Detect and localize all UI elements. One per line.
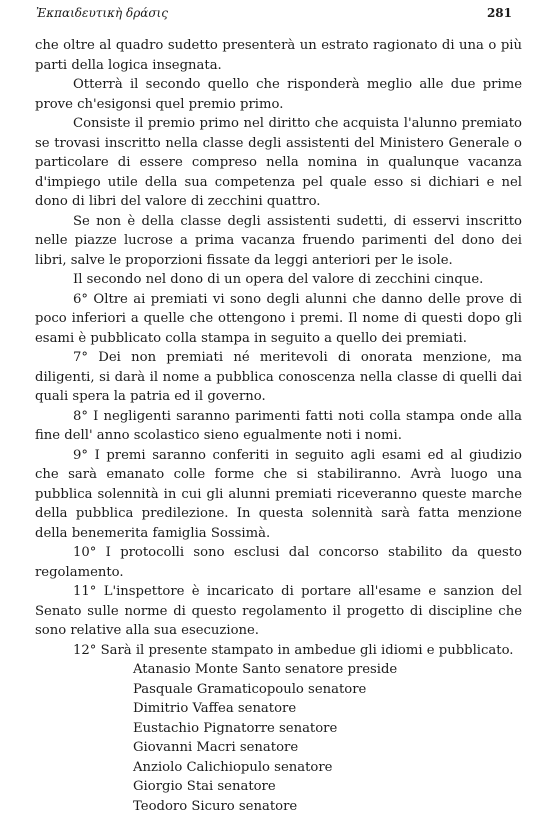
page-number: 281 [487,6,512,20]
signatory-list [133,660,522,816]
article-9: 9° I premi saranno conferiti in seguito agli esami ed al giudizio che sarà emanato colle forme che si stabiliranno. Avrà luogo una pubblica solennità in cui gli alunni premiati riceveranno queste marche della pubblica predilezione. In questa solennità sarà fatta menzione della benemerita famiglia Sossimà. [35,446,522,544]
signatory: Eustachio Pignatorre senatore [133,719,522,739]
paragraph: Otterrà il secondo quello che risponderà meglio alle due prime prove ch'esigonsi quel premio primo. [35,75,522,114]
page-header [36,6,512,24]
running-title: Ἐκπαιδευτικὴ δράσις [36,6,168,20]
paragraph: Il secondo nel dono di un opera del valore di zecchini cinque. [35,270,522,290]
article-10: 10° I protocolli sono esclusi dal concorso stabilito da questo regolamento. [35,543,522,582]
body-text [35,36,522,816]
paragraph-continuation: che oltre al quadro sudetto presenterà un estrato ragionato di una o più parti della logica insegnata. [35,36,522,75]
article-6: 6° Oltre ai premiati vi sono degli alunni che danno delle prove di poco inferiori a quelle che ottengono i premi. Il nome di questi dopo gli esami è pubblicato colla stampa in seguito a quello dei premiati. [35,290,522,349]
signatory: Pasquale Gramaticopoulo senatore [133,680,522,700]
article-8: 8° I negligenti saranno parimenti fatti noti colla stampa onde alla fine dell' anno scolastico sieno egualmente noti i nomi. [35,407,522,446]
paragraph: Consiste il premio primo nel diritto che acquista l'alunno premiato se trovasi inscritto nella classe degli assistenti del Ministero Generale o particolare di essere compreso nella nomina in qualunque vacanza d'impiego utile della sua competenza pel quale esso si dichiari e nel dono di libri del valore di zecchini quattro. [35,114,522,212]
article-7: 7° Dei non premiati né meritevoli di onorata menzione, ma diligenti, si darà il nome a pubblica conoscenza nella classe di quelli dai quali spera la patria ed il governo. [35,348,522,407]
signatory: Teodoro Sicuro senatore [133,797,522,816]
article-11: 11° L'inspettore è incaricato di portare all'esame e sanzion del Senato sulle norme di questo regolamento il progetto di discipline che sono relative alla sua esecuzione. [35,582,522,641]
signatory: Dimitrio Vaffea senatore [133,699,522,719]
signatory: Giorgio Stai senatore [133,777,522,797]
signatory: Atanasio Monte Santo senatore preside [133,660,522,680]
article-12: 12° Sarà il presente stampato in ambedue gli idiomi e pubblicato. [35,641,522,661]
paragraph: Se non è della classe degli assistenti sudetti, di esservi inscritto nelle piazze lucrose a prima vacanza fruendo parimenti del dono dei libri, salve le proporzioni fissate da leggi anteriori per le isole. [35,212,522,271]
signatory: Anziolo Calichiopulo senatore [133,758,522,778]
signatory: Giovanni Macri senatore [133,738,522,758]
